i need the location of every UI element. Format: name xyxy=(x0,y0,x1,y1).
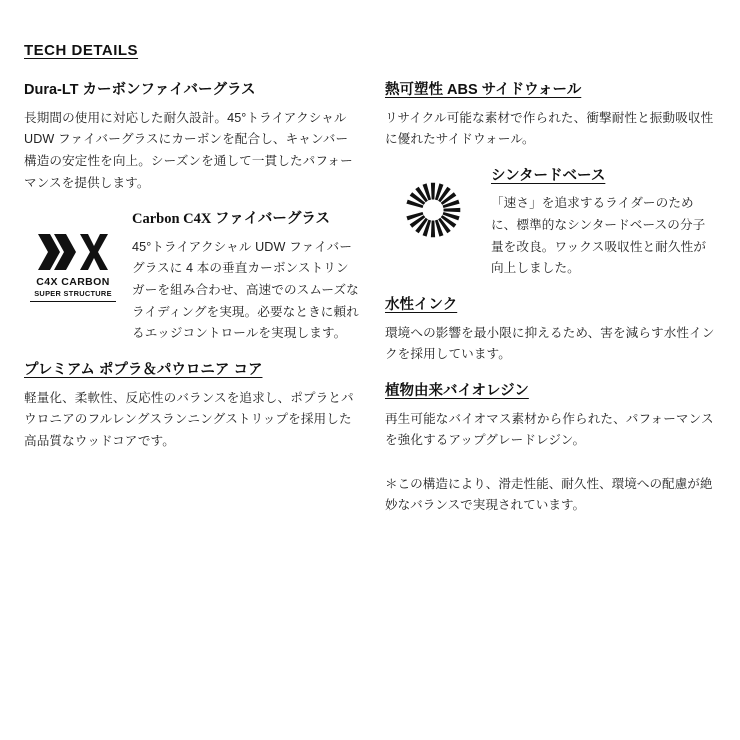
page-title: TECH DETAILS xyxy=(24,42,139,59)
left-column xyxy=(22,81,359,469)
section-abs-sidewall xyxy=(385,81,718,151)
section-water-based-ink xyxy=(385,296,718,366)
section-bio-resin-heading: 植物由来バイオレジン xyxy=(384,382,529,399)
right-column xyxy=(381,81,718,530)
section-sintered-base-body: 「速さ」を追求するライダーのために、標準的なシンタードベースの分子量を改良。ワックス吸収性と耐久性が向上しました。 xyxy=(490,196,707,276)
section-water-based-ink-heading: 水性インク xyxy=(384,297,458,314)
section-sintered-base xyxy=(385,167,718,280)
c4x-logo-rule xyxy=(30,301,116,302)
section-carbon-c4x xyxy=(24,210,359,345)
section-carbon-c4x-body: 45°トライアクシャル UDW ファイバーグラスに 4 本の垂直カーボンストリンガーを組み合わせ、高速でのスムーズなライディングを実現。必要なときに頼れるエッジコントロールを実現します。 xyxy=(132,239,359,341)
c4x-logo-sublabel: SUPER STRUCTURE xyxy=(34,289,112,299)
section-bio-resin xyxy=(385,382,718,452)
section-water-based-ink-body: 環境への影響を最小限に抑えるため、害を減らす水性インクを採用しています。 xyxy=(384,325,715,362)
section-carbon-c4x-heading: Carbon C4X ファイバーグラス xyxy=(132,211,330,228)
section-premium-core-body: 軽量化、柔軟性、反応性のバランスを追求し、ポプラとパウロニアのフルレングスランニングストリップを採用した高品質なウッドコアです。 xyxy=(24,390,354,448)
section-abs-sidewall-heading: 熱可塑性 ABS サイドウォール xyxy=(384,82,582,98)
c4x-logo-label: C4X CARBON xyxy=(36,276,110,289)
section-bio-resin-body: 再生可能なバイオマス素材から作られた、パフォーマンスを強化するアップグレードレジン。 xyxy=(384,411,714,448)
section-dura-lt xyxy=(24,81,359,194)
two-column-layout xyxy=(22,81,718,530)
c4x-mark-icon xyxy=(36,232,110,272)
section-premium-core-heading: プレミアム ポプラ＆パウロニア コア xyxy=(24,362,263,379)
section-dura-lt-heading: Dura-LT カーボンファイバーグラス xyxy=(24,82,256,98)
c4x-carbon-logo xyxy=(24,210,122,302)
section-premium-core xyxy=(24,361,359,453)
section-dura-lt-body: 長期間の使用に対応した耐久設計。45°トライアクシャル UDW ファイバーグラスにカーボンを配合し、キャンバー構造の安定性を向上。シーズンを通して一貫したパフォーマンスを提供します。 xyxy=(24,110,353,190)
section-sintered-base-heading: シンタードベース xyxy=(490,167,606,184)
footnote: ＊この構造により、滑走性能、耐久性、環境への配慮が絶妙なバランスで実現されています。 xyxy=(384,476,713,513)
section-abs-sidewall-body: リサイクル可能な素材で作られた、衝撃耐性と振動吸収性に優れたサイドウォール。 xyxy=(384,110,714,147)
sintered-base-burst-icon xyxy=(402,179,464,241)
